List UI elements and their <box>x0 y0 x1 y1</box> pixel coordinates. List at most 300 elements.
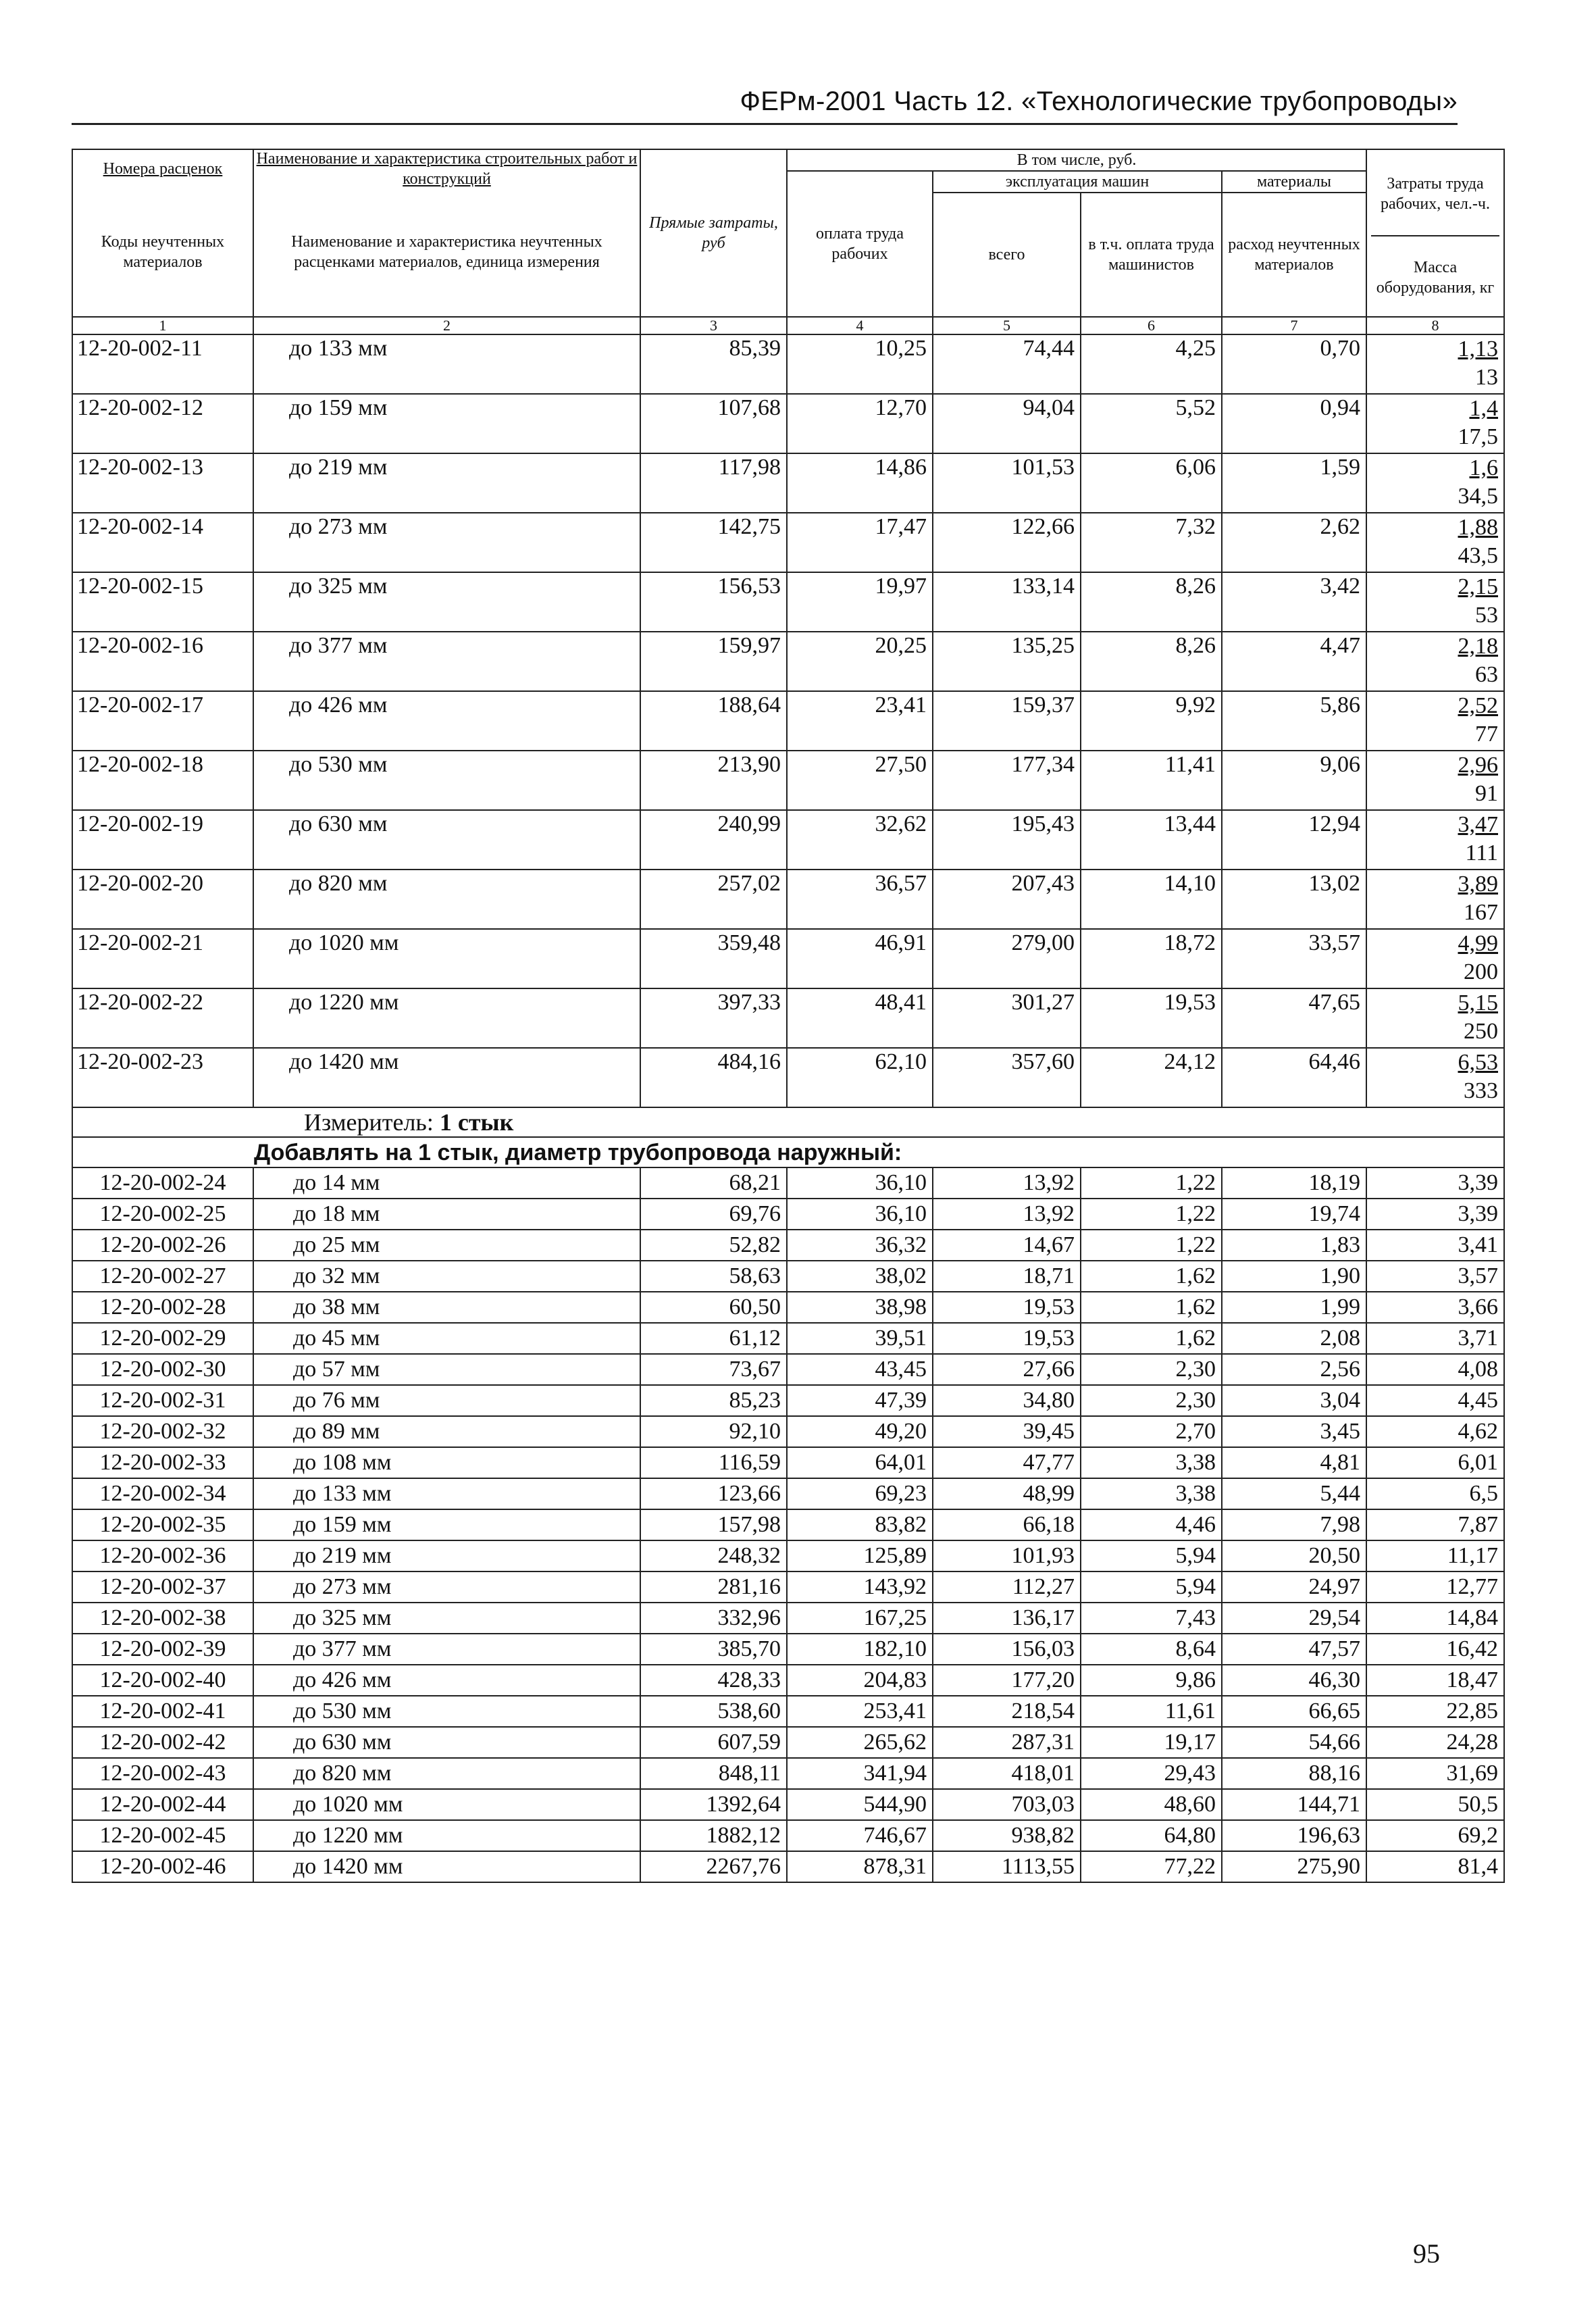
cell-mach_wage: 5,94 <box>1081 1540 1222 1571</box>
cell-direct: 1882,12 <box>640 1820 787 1851</box>
cell-wage: 48,41 <box>787 988 933 1048</box>
rate-code: 12-20-002-30 <box>72 1354 253 1385</box>
cell-mat: 64,46 <box>1222 1048 1366 1107</box>
measure-unit: 1 стык <box>439 1109 514 1136</box>
rate-name: до 426 мм <box>253 1665 640 1696</box>
rate-code: 12-20-002-41 <box>72 1696 253 1727</box>
column-number: 4 <box>787 317 933 334</box>
mass-value: 53 <box>1475 603 1498 628</box>
cell-labor: 3,71 <box>1366 1323 1504 1354</box>
cell-mach_wage: 14,10 <box>1081 870 1222 929</box>
cell-mat: 5,86 <box>1222 691 1366 751</box>
mass-value: 17,5 <box>1458 424 1498 449</box>
table-row <box>72 810 1504 870</box>
rate-name: до 377 мм <box>253 1634 640 1665</box>
cell-labor: 16,42 <box>1366 1634 1504 1665</box>
cell-direct: 123,66 <box>640 1478 787 1509</box>
table-row <box>72 334 1504 394</box>
rate-code: 12-20-002-24 <box>72 1167 253 1199</box>
cell-direct: 397,33 <box>640 988 787 1048</box>
rate-code: 12-20-002-22 <box>72 988 253 1048</box>
cell-mach_wage: 2,30 <box>1081 1354 1222 1385</box>
cell-mach_wage: 7,43 <box>1081 1603 1222 1634</box>
cell-wage: 125,89 <box>787 1540 933 1571</box>
cell-labor: 3,39 <box>1366 1199 1504 1230</box>
mass-value: 77 <box>1475 722 1498 747</box>
cell-wage: 182,10 <box>787 1634 933 1665</box>
cell-mach: 66,18 <box>933 1509 1081 1540</box>
mass-value: 63 <box>1475 662 1498 687</box>
cell-labor: 7,87 <box>1366 1509 1504 1540</box>
cell-mach_wage: 64,80 <box>1081 1820 1222 1851</box>
labor-value: 2,52 <box>1458 693 1498 718</box>
cell-mach_wage: 8,26 <box>1081 632 1222 691</box>
cell-wage: 39,51 <box>787 1323 933 1354</box>
mass-value: 200 <box>1464 959 1498 984</box>
cell-labor: 81,4 <box>1366 1851 1504 1882</box>
rate-name: до 325 мм <box>253 572 640 632</box>
cell-mach_wage: 5,52 <box>1081 394 1222 453</box>
cell-wage: 38,02 <box>787 1261 933 1292</box>
rate-code: 12-20-002-36 <box>72 1540 253 1571</box>
table-row <box>72 1167 1504 1199</box>
column-number: 7 <box>1222 317 1366 334</box>
cell-wage: 64,01 <box>787 1447 933 1478</box>
cell-mat: 54,66 <box>1222 1727 1366 1758</box>
cell-direct: 848,11 <box>640 1758 787 1789</box>
rate-name: до 820 мм <box>253 870 640 929</box>
cell-mach: 101,53 <box>933 453 1081 513</box>
rate-code: 12-20-002-46 <box>72 1851 253 1882</box>
cell-mach_wage: 4,46 <box>1081 1509 1222 1540</box>
running-title: ФЕРм-2001 Часть 12. «Технологические трубопроводы» <box>740 86 1458 116</box>
table-row <box>72 1447 1504 1478</box>
measure-row <box>72 1107 1504 1137</box>
header-rule <box>72 123 1458 125</box>
cell-direct: 213,90 <box>640 751 787 810</box>
rate-name: до 630 мм <box>253 810 640 870</box>
cell-mat: 24,97 <box>1222 1571 1366 1603</box>
rate-name: до 325 мм <box>253 1603 640 1634</box>
cell-mach: 18,71 <box>933 1261 1081 1292</box>
cell-direct: 107,68 <box>640 394 787 453</box>
cell-wage: 167,25 <box>787 1603 933 1634</box>
cell-wage: 544,90 <box>787 1789 933 1820</box>
cell-direct: 69,76 <box>640 1199 787 1230</box>
cell-wage: 10,25 <box>787 334 933 394</box>
cell-mach: 94,04 <box>933 394 1081 453</box>
cell-wage: 49,20 <box>787 1416 933 1447</box>
rate-code: 12-20-002-26 <box>72 1230 253 1261</box>
cell-mat: 29,54 <box>1222 1603 1366 1634</box>
cell-labor: 4,45 <box>1366 1385 1504 1416</box>
rate-name: до 530 мм <box>253 751 640 810</box>
rate-code: 12-20-002-42 <box>72 1727 253 1758</box>
cell-direct: 117,98 <box>640 453 787 513</box>
page-number: 95 <box>1413 2238 1440 2269</box>
rate-code: 12-20-002-38 <box>72 1603 253 1634</box>
cell-labor: 24,28 <box>1366 1727 1504 1758</box>
rate-code: 12-20-002-44 <box>72 1789 253 1820</box>
cell-direct: 332,96 <box>640 1603 787 1634</box>
cell-wage: 20,25 <box>787 632 933 691</box>
cell-wage: 62,10 <box>787 1048 933 1107</box>
cell-mach: 13,92 <box>933 1167 1081 1199</box>
rate-name: до 426 мм <box>253 691 640 751</box>
rate-code: 12-20-002-23 <box>72 1048 253 1107</box>
mass-value: 167 <box>1464 900 1498 925</box>
cell-mat: 275,90 <box>1222 1851 1366 1882</box>
table-row <box>72 1603 1504 1634</box>
cell-labor: 22,85 <box>1366 1696 1504 1727</box>
rate-name: до 159 мм <box>253 1509 640 1540</box>
cell-mach: 938,82 <box>933 1820 1081 1851</box>
cell-mach: 133,14 <box>933 572 1081 632</box>
cell-mach_wage: 1,62 <box>1081 1292 1222 1323</box>
cell-mach: 14,67 <box>933 1230 1081 1261</box>
cell-direct: 85,39 <box>640 334 787 394</box>
cell-mach_wage: 9,86 <box>1081 1665 1222 1696</box>
col-mass-bottom: Масса оборудования, кг <box>1376 259 1495 297</box>
cell-mat: 18,19 <box>1222 1167 1366 1199</box>
cell-direct: 157,98 <box>640 1509 787 1540</box>
cell-mat: 2,56 <box>1222 1354 1366 1385</box>
rate-name: до 1420 мм <box>253 1851 640 1882</box>
machines-group-header: эксплуатация машин <box>933 171 1222 193</box>
col-labor-header <box>1366 149 1504 317</box>
rate-code: 12-20-002-14 <box>72 513 253 572</box>
cell-direct: 61,12 <box>640 1323 787 1354</box>
table-row <box>72 453 1504 513</box>
cell-mach: 47,77 <box>933 1447 1081 1478</box>
cell-mach: 218,54 <box>933 1696 1081 1727</box>
table-row <box>72 1199 1504 1230</box>
cell-wage: 12,70 <box>787 394 933 453</box>
rate-code: 12-20-002-18 <box>72 751 253 810</box>
cell-direct: 2267,76 <box>640 1851 787 1882</box>
cell-mat: 33,57 <box>1222 929 1366 988</box>
cell-wage: 19,97 <box>787 572 933 632</box>
cell-mat: 1,99 <box>1222 1292 1366 1323</box>
column-number: 2 <box>253 317 640 334</box>
cell-wage: 69,23 <box>787 1478 933 1509</box>
rate-code: 12-20-002-29 <box>72 1323 253 1354</box>
cell-mach: 112,27 <box>933 1571 1081 1603</box>
labor-value: 6,53 <box>1458 1050 1498 1075</box>
cell-mach_wage: 2,30 <box>1081 1385 1222 1416</box>
cell-mach: 207,43 <box>933 870 1081 929</box>
cell-direct: 159,97 <box>640 632 787 691</box>
table-row <box>72 1727 1504 1758</box>
cell-wage: 23,41 <box>787 691 933 751</box>
rate-name: до 108 мм <box>253 1447 640 1478</box>
rate-name: до 219 мм <box>253 453 640 513</box>
cell-mat: 0,94 <box>1222 394 1366 453</box>
cell-mach: 357,60 <box>933 1048 1081 1107</box>
col-code-header <box>72 149 253 317</box>
cell-labor-mass <box>1366 513 1504 572</box>
cell-labor: 3,39 <box>1366 1167 1504 1199</box>
col-direct-header: Прямые затраты, руб <box>640 149 787 317</box>
cell-mach: 48,99 <box>933 1478 1081 1509</box>
cell-mach: 27,66 <box>933 1354 1081 1385</box>
cell-mat: 0,70 <box>1222 334 1366 394</box>
cell-labor-mass <box>1366 632 1504 691</box>
cell-mach: 418,01 <box>933 1758 1081 1789</box>
cell-mach_wage: 9,92 <box>1081 691 1222 751</box>
col-materials-header: расход неучтенных материалов <box>1222 193 1366 317</box>
cell-mat: 2,08 <box>1222 1323 1366 1354</box>
cell-direct: 240,99 <box>640 810 787 870</box>
cell-mat: 20,50 <box>1222 1540 1366 1571</box>
cell-mach: 156,03 <box>933 1634 1081 1665</box>
cell-mach_wage: 4,25 <box>1081 334 1222 394</box>
cell-mach: 13,92 <box>933 1199 1081 1230</box>
cell-labor-mass <box>1366 751 1504 810</box>
cell-mach: 177,34 <box>933 751 1081 810</box>
cell-direct: 58,63 <box>640 1261 787 1292</box>
rate-code: 12-20-002-39 <box>72 1634 253 1665</box>
cell-wage: 253,41 <box>787 1696 933 1727</box>
col-code-bottom: Коды неучтенных материалов <box>101 233 225 271</box>
cell-labor: 31,69 <box>1366 1758 1504 1789</box>
cell-mat: 19,74 <box>1222 1199 1366 1230</box>
rate-code: 12-20-002-33 <box>72 1447 253 1478</box>
measure-label: Измеритель: <box>304 1109 434 1136</box>
cell-mat: 3,42 <box>1222 572 1366 632</box>
table-row <box>72 1509 1504 1540</box>
group-title-header: В том числе, руб. <box>787 149 1366 171</box>
table-row <box>72 1385 1504 1416</box>
rate-name: до 1020 мм <box>253 1789 640 1820</box>
rate-name: до 219 мм <box>253 1540 640 1571</box>
cell-mach: 279,00 <box>933 929 1081 988</box>
cell-mach: 287,31 <box>933 1727 1081 1758</box>
col-name-bottom: Наименование и характеристика неучтенных расценками материалов, единица измерения <box>291 233 602 271</box>
cell-mach_wage: 5,94 <box>1081 1571 1222 1603</box>
rate-name: до 1420 мм <box>253 1048 640 1107</box>
table-row <box>72 1354 1504 1385</box>
table-row <box>72 1665 1504 1696</box>
col-wage-header: оплата труда рабочих <box>787 171 933 317</box>
rate-code: 12-20-002-34 <box>72 1478 253 1509</box>
cell-direct: 92,10 <box>640 1416 787 1447</box>
cell-mat: 4,47 <box>1222 632 1366 691</box>
cell-mach_wage: 1,62 <box>1081 1323 1222 1354</box>
rate-name: до 820 мм <box>253 1758 640 1789</box>
cell-direct: 281,16 <box>640 1571 787 1603</box>
table-row <box>72 394 1504 453</box>
cell-wage: 83,82 <box>787 1509 933 1540</box>
cell-labor: 69,2 <box>1366 1820 1504 1851</box>
rate-name: до 89 мм <box>253 1416 640 1447</box>
cell-mach_wage: 13,44 <box>1081 810 1222 870</box>
cell-labor: 18,47 <box>1366 1665 1504 1696</box>
table-row <box>72 632 1504 691</box>
cell-mat: 2,62 <box>1222 513 1366 572</box>
rate-code: 12-20-002-15 <box>72 572 253 632</box>
cell-mach_wage: 18,72 <box>1081 929 1222 988</box>
table-row <box>72 513 1504 572</box>
cell-wage: 38,98 <box>787 1292 933 1323</box>
cell-wage: 36,32 <box>787 1230 933 1261</box>
cell-direct: 257,02 <box>640 870 787 929</box>
table-row <box>72 1416 1504 1447</box>
add-section-title: Добавлять на 1 стык, диаметр трубопровода наружный: <box>254 1140 902 1165</box>
table-row <box>72 1478 1504 1509</box>
cell-labor-mass <box>1366 1048 1504 1107</box>
cell-mat: 196,63 <box>1222 1820 1366 1851</box>
cell-mat: 1,83 <box>1222 1230 1366 1261</box>
cell-wage: 36,10 <box>787 1167 933 1199</box>
cell-mach_wage: 24,12 <box>1081 1048 1222 1107</box>
rate-code: 12-20-002-21 <box>72 929 253 988</box>
cell-labor: 11,17 <box>1366 1540 1504 1571</box>
cell-mach_wage: 1,62 <box>1081 1261 1222 1292</box>
cell-mach: 195,43 <box>933 810 1081 870</box>
rate-name: до 133 мм <box>253 334 640 394</box>
table-row <box>72 751 1504 810</box>
cell-mach_wage: 77,22 <box>1081 1851 1222 1882</box>
rate-code: 12-20-002-28 <box>72 1292 253 1323</box>
rate-name: до 530 мм <box>253 1696 640 1727</box>
cell-direct: 156,53 <box>640 572 787 632</box>
rate-name: до 25 мм <box>253 1230 640 1261</box>
cell-mach: 135,25 <box>933 632 1081 691</box>
rate-code: 12-20-002-43 <box>72 1758 253 1789</box>
table-row <box>72 929 1504 988</box>
rate-code: 12-20-002-17 <box>72 691 253 751</box>
rate-name: до 38 мм <box>253 1292 640 1323</box>
col-mach-header: всего <box>933 193 1081 317</box>
cell-mach: 1113,55 <box>933 1851 1081 1882</box>
cell-direct: 68,21 <box>640 1167 787 1199</box>
cell-direct: 359,48 <box>640 929 787 988</box>
cell-mat: 46,30 <box>1222 1665 1366 1696</box>
rate-code: 12-20-002-35 <box>72 1509 253 1540</box>
column-number-row <box>72 317 1504 334</box>
cell-wage: 746,67 <box>787 1820 933 1851</box>
cell-direct: 52,82 <box>640 1230 787 1261</box>
labor-value: 3,47 <box>1458 812 1498 837</box>
table-row <box>72 988 1504 1048</box>
cell-wage: 46,91 <box>787 929 933 988</box>
rate-name: до 1220 мм <box>253 988 640 1048</box>
cell-mat: 88,16 <box>1222 1758 1366 1789</box>
rate-name: до 159 мм <box>253 394 640 453</box>
cell-labor-mass <box>1366 929 1504 988</box>
cell-mat: 13,02 <box>1222 870 1366 929</box>
table-row <box>72 1230 1504 1261</box>
cell-mach: 74,44 <box>933 334 1081 394</box>
table-row <box>72 572 1504 632</box>
mass-value: 333 <box>1464 1078 1498 1103</box>
cell-wage: 32,62 <box>787 810 933 870</box>
cell-labor: 4,62 <box>1366 1416 1504 1447</box>
cell-direct: 385,70 <box>640 1634 787 1665</box>
rate-name: до 76 мм <box>253 1385 640 1416</box>
cell-direct: 73,67 <box>640 1354 787 1385</box>
rate-code: 12-20-002-11 <box>72 334 253 394</box>
table-row <box>72 1292 1504 1323</box>
rate-code: 12-20-002-13 <box>72 453 253 513</box>
rate-code: 12-20-002-27 <box>72 1261 253 1292</box>
cell-mach_wage: 1,22 <box>1081 1199 1222 1230</box>
cell-labor: 4,08 <box>1366 1354 1504 1385</box>
cell-mat: 3,04 <box>1222 1385 1366 1416</box>
cell-labor: 12,77 <box>1366 1571 1504 1603</box>
cell-mat: 1,59 <box>1222 453 1366 513</box>
cell-mat: 1,90 <box>1222 1261 1366 1292</box>
labor-value: 1,88 <box>1458 515 1498 540</box>
cell-mach_wage: 8,26 <box>1081 572 1222 632</box>
measure-text <box>73 1109 513 1136</box>
cell-mach: 177,20 <box>933 1665 1081 1696</box>
col-code-top: Номера расценок <box>103 160 223 178</box>
cell-direct: 484,16 <box>640 1048 787 1107</box>
rates-table <box>72 149 1505 1883</box>
table-row <box>72 691 1504 751</box>
cell-mat: 9,06 <box>1222 751 1366 810</box>
labor-value: 1,4 <box>1469 396 1498 421</box>
cell-labor-mass <box>1366 810 1504 870</box>
cell-labor: 3,66 <box>1366 1292 1504 1323</box>
table-row <box>72 1851 1504 1882</box>
table-row <box>72 1323 1504 1354</box>
cell-direct: 188,64 <box>640 691 787 751</box>
labor-value: 2,96 <box>1458 753 1498 778</box>
cell-mach: 122,66 <box>933 513 1081 572</box>
cell-mat: 5,44 <box>1222 1478 1366 1509</box>
cell-direct: 60,50 <box>640 1292 787 1323</box>
cell-labor-mass <box>1366 394 1504 453</box>
cell-mat: 47,65 <box>1222 988 1366 1048</box>
cell-mach_wage: 8,64 <box>1081 1634 1222 1665</box>
cell-mach: 19,53 <box>933 1292 1081 1323</box>
rate-name: до 377 мм <box>253 632 640 691</box>
cell-direct: 142,75 <box>640 513 787 572</box>
mass-value: 91 <box>1475 781 1498 806</box>
cell-mach: 159,37 <box>933 691 1081 751</box>
table-row <box>72 1758 1504 1789</box>
cell-mach_wage: 48,60 <box>1081 1789 1222 1820</box>
labor-value: 3,89 <box>1458 872 1498 897</box>
cell-mat: 144,71 <box>1222 1789 1366 1820</box>
cell-labor: 14,84 <box>1366 1603 1504 1634</box>
cell-labor: 3,57 <box>1366 1261 1504 1292</box>
labor-value: 2,15 <box>1458 574 1498 599</box>
rate-name: до 57 мм <box>253 1354 640 1385</box>
rate-code: 12-20-002-40 <box>72 1665 253 1696</box>
cell-wage: 47,39 <box>787 1385 933 1416</box>
labor-value: 1,13 <box>1458 336 1498 361</box>
cell-wage: 36,10 <box>787 1199 933 1230</box>
cell-labor: 50,5 <box>1366 1789 1504 1820</box>
labor-value: 5,15 <box>1458 990 1498 1015</box>
column-number: 8 <box>1366 317 1504 334</box>
labor-value: 4,99 <box>1458 931 1498 956</box>
cell-mat: 12,94 <box>1222 810 1366 870</box>
cell-mach_wage: 1,22 <box>1081 1230 1222 1261</box>
mass-value: 111 <box>1465 840 1498 865</box>
rate-code: 12-20-002-32 <box>72 1416 253 1447</box>
col-name-header <box>253 149 640 317</box>
cell-direct: 85,23 <box>640 1385 787 1416</box>
rate-code: 12-20-002-16 <box>72 632 253 691</box>
rate-code: 12-20-002-31 <box>72 1385 253 1416</box>
cell-direct: 428,33 <box>640 1665 787 1696</box>
cell-labor-mass <box>1366 572 1504 632</box>
